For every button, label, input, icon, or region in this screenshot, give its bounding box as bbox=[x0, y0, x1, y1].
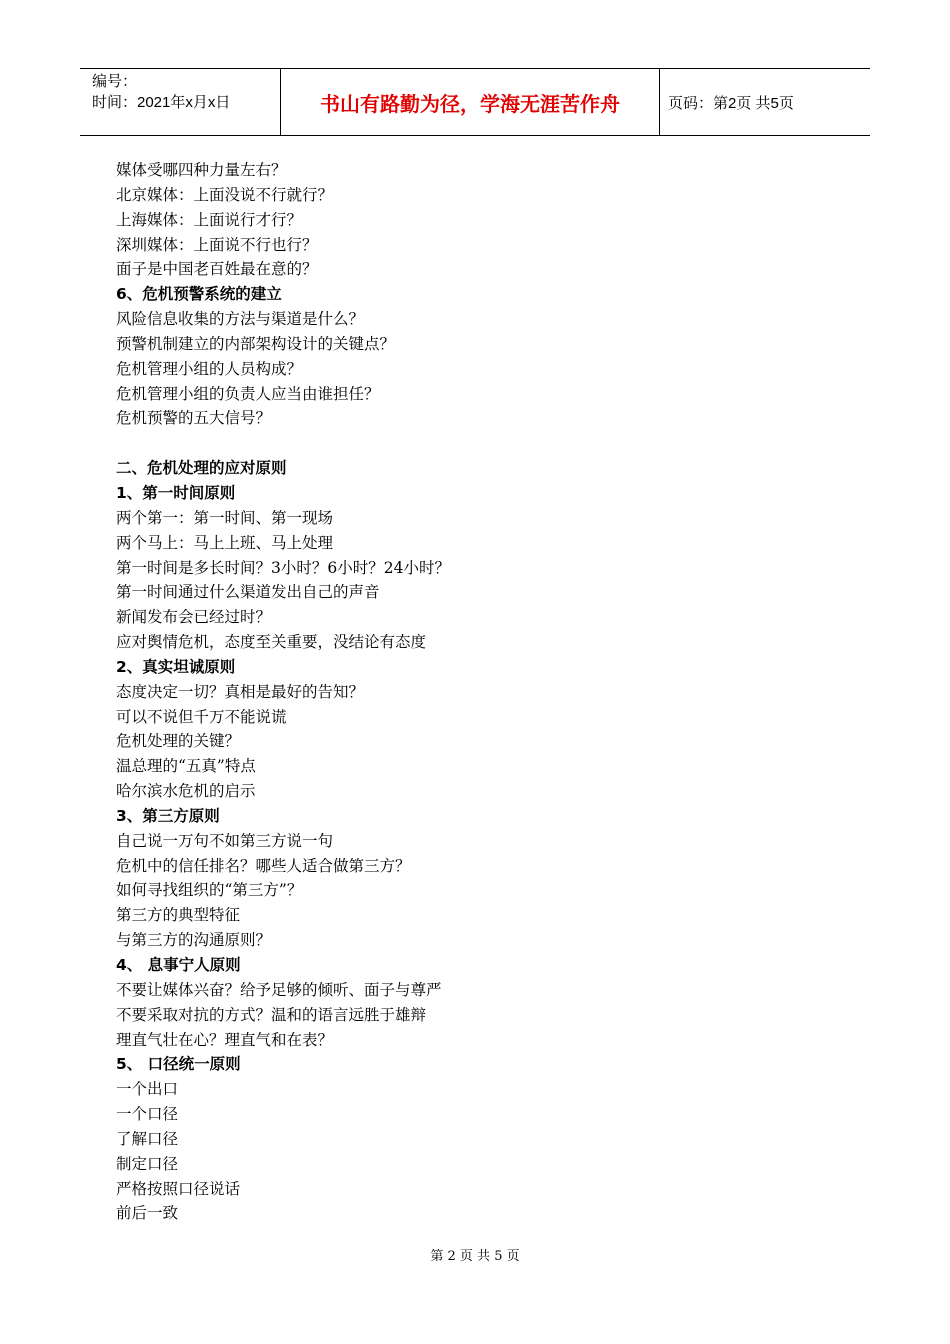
text-line: 危机处理的关键？ bbox=[116, 732, 241, 751]
text-line: 前后一致 bbox=[116, 1204, 179, 1223]
section-heading: 3、第三方原则 bbox=[116, 806, 220, 825]
text-line: 应对舆情危机，态度至关重要，没结论有态度 bbox=[116, 633, 427, 652]
text-line: 上海媒体：上面说行才行？ bbox=[116, 210, 303, 229]
text-line: 一个出口 bbox=[116, 1080, 179, 1099]
text-line: 自己说一万句不如第三方说一句 bbox=[116, 831, 334, 850]
text-line: 危机管理小组的人员构成？ bbox=[116, 359, 303, 378]
text-line: 一个口径 bbox=[116, 1105, 179, 1124]
header-meta bbox=[80, 69, 280, 135]
text-line: 第一时间是多长时间？3小时？6小时？24小时？ bbox=[116, 558, 450, 577]
blank-line bbox=[116, 431, 836, 456]
section-heading: 4、 息事宁人原则 bbox=[116, 956, 241, 974]
text-line: 面子是中国老百姓最在意的？ bbox=[116, 260, 318, 279]
text-line: 哈尔滨水危机的启示 bbox=[116, 782, 256, 801]
text-line: 两个马上：马上上班、马上处理 bbox=[116, 533, 334, 552]
header-motto: 书山有路勤为径，学海无涯苦作舟 bbox=[280, 69, 660, 135]
text-line: 预警机制建立的内部架构设计的关键点？ bbox=[116, 334, 396, 353]
text-line: 可以不说但千万不能说谎 bbox=[116, 707, 287, 726]
text-line: 危机中的信任排名？哪些人适合做第三方？ bbox=[116, 856, 411, 875]
section-heading: 二、危机处理的应对原则 bbox=[116, 459, 287, 478]
text-line: 第三方的典型特征 bbox=[116, 906, 241, 925]
text-line: 制定口径 bbox=[116, 1154, 179, 1173]
text-line: 危机管理小组的负责人应当由谁担任？ bbox=[116, 384, 380, 403]
text-line: 了解口径 bbox=[116, 1129, 179, 1148]
text-line: 不要采取对抗的方式？温和的语言远胜于雄辩 bbox=[116, 1005, 427, 1024]
section-heading: 6、危机预警系统的建立 bbox=[116, 285, 282, 304]
text-line: 严格按照口径说话 bbox=[116, 1179, 241, 1198]
text-line: 深圳媒体：上面说不行也行？ bbox=[116, 235, 318, 254]
section-heading: 1、第一时间原则 bbox=[116, 483, 236, 502]
page-footer: 第 2 页 共 5 页 bbox=[430, 1249, 520, 1264]
text-line: 风险信息收集的方法与渠道是什么？ bbox=[116, 310, 365, 329]
text-line: 第一时间通过什么渠道发出自己的声音 bbox=[116, 583, 380, 602]
page-header bbox=[80, 68, 870, 136]
section-heading: 5、 口径统一原则 bbox=[116, 1055, 241, 1074]
text-line: 温总理的“五真”特点 bbox=[116, 757, 256, 776]
text-line: 媒体受哪四种力量左右？ bbox=[116, 161, 287, 179]
document-body bbox=[116, 158, 836, 1226]
section-heading: 2、真实坦诚原则 bbox=[116, 657, 236, 676]
text-line: 理直气壮在心？理直气和在表？ bbox=[116, 1030, 334, 1049]
text-line: 危机预警的五大信号？ bbox=[116, 409, 272, 428]
text-line: 如何寻找组织的“第三方”？ bbox=[116, 881, 303, 900]
header-time-label: 时间：2021年x月x日 bbox=[92, 94, 231, 111]
text-line: 两个第一：第一时间、第一现场 bbox=[116, 508, 334, 527]
text-line: 不要让媒体兴奋？给予足够的倾听、面子与尊严 bbox=[116, 980, 442, 999]
header-page-label: 页码：第2页 共5页 bbox=[668, 94, 794, 112]
text-line: 与第三方的沟通原则？ bbox=[116, 931, 272, 950]
text-line: 新闻发布会已经过时？ bbox=[116, 608, 272, 627]
header-code-label: 编号： bbox=[92, 73, 138, 90]
text-line: 北京媒体：上面没说不行就行？ bbox=[116, 185, 334, 204]
text-line: 态度决定一切？真相是最好的告知？ bbox=[116, 682, 365, 701]
